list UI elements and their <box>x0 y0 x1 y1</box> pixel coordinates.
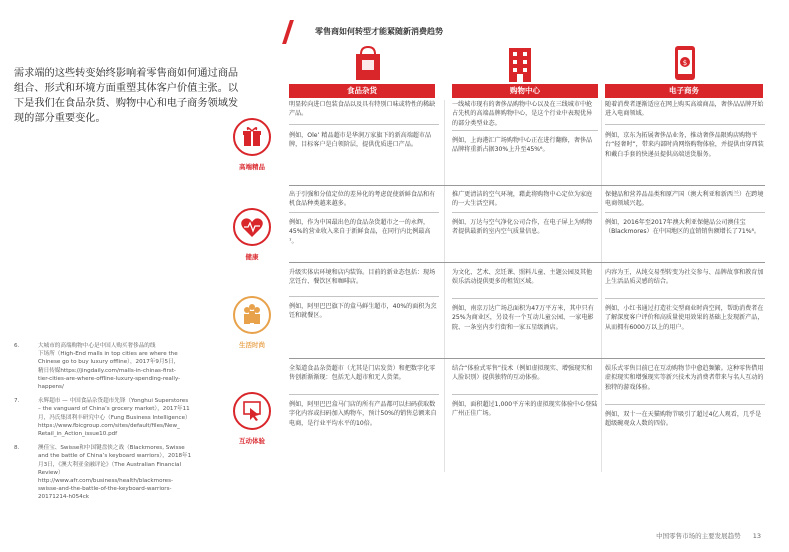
row-divider <box>289 212 439 213</box>
section-divider <box>289 185 765 186</box>
cell-interactive-grocery-example: 例如，阿里巴巴盒马门店的所有产品都可以扫码获取数字化内容或扫码加入购物车，预计50%的销售总额来自电商，是行业平均水平的10倍。 <box>289 401 437 427</box>
column-divider <box>601 100 602 472</box>
cell-interactive-ecommerce-trend: 娱乐式零售目前已在互动购物节中愈趋频繁。这种零售借用虚拟现实和增强现实等新兴技术为消费者带来与名人互动的独特的游戏体验。 <box>605 365 764 391</box>
row-divider <box>605 124 765 125</box>
row-divider <box>289 394 439 395</box>
mobile-payment-icon <box>670 44 700 82</box>
row-divider <box>605 298 765 299</box>
page-number: 13 <box>752 532 761 540</box>
footnote: 6. 大城市的高端购物中心是中国人购买奢侈品的线 下场所（High-End malls in top cities are where the Chinese go to buy luxury offline），2017年9月5日， 精日传媒https://jingdaily.com/malls-in-chinas-first- tier-cities-are-where-offline-luxury-spending-really- happens/ <box>14 343 181 391</box>
column-divider <box>444 100 445 472</box>
cell-health-ecommerce-example: 例如，2016年至2017年澳大利亚保健品公司澳佳宝（Blackmores）在中国地区的直销销售额增长了71%⁸。 <box>605 219 761 236</box>
cell-lifestyle-grocery-example: 例如，阿里巴巴旗下的盒马鲜生超市，40%的面积为烹饪和就餐区。 <box>289 303 437 320</box>
cell-lifestyle-mall-example: 例如，南京万达广场总面积为47万平方米，其中只有25%为商业区，另设有一个互动儿童公园、一家电影院、一条室内步行街和一家五星级酒店。 <box>452 305 594 331</box>
cell-premium-mall-trend: 一线城市现有的奢侈品购物中心以及在三线城市中抢占先机的高端品牌购物中心，是这个行业中表现优异的部分类型业态。 <box>452 101 593 127</box>
footnote: 7. 永辉超市 — 中国食品杂货超市先锋（Yonghui Superstores – the vanguard of China’s grocery market），2017年11 月，冯氏集团利丰研究中心（Fung Business Intelligence） https://www.fbicgroup.com/sites/default/files/New_ Retail_in_Action_issue10.pdf <box>14 398 191 438</box>
premium-gift-icon <box>233 118 271 156</box>
cell-lifestyle-grocery-trend: 升级实体店环境和店内装饰。目前的新业态包括：现场烹饪台、餐饮区和咖啡店。 <box>289 269 436 286</box>
people-icon <box>233 296 271 334</box>
row-label-health: 健康 <box>245 253 259 261</box>
accent-slash <box>282 20 294 44</box>
cell-premium-grocery-trend: 明显转向进口包装食品以及具有特别口味或特性的稀缺产品。 <box>289 101 436 118</box>
row-label-premium: 高端精品 <box>239 163 265 171</box>
shopping-bag-icon <box>353 44 383 82</box>
cell-premium-ecommerce-trend: 随着消费者逐渐适应在网上购买高端商品，奢侈品品牌开始进入电商领域。 <box>605 101 764 118</box>
column-header-grocery: 食品杂货 <box>289 84 435 98</box>
cell-interactive-mall-trend: 结合“体验式零售”技术（例如虚拟现实、增强现实和人脸识别）提供独特的互动体验。 <box>452 365 593 382</box>
cell-lifestyle-ecommerce-trend: 内容为王，从纯交易型转变为社交参与、品牌故事和教育加上生活品质灵感的结合。 <box>605 269 764 286</box>
row-divider <box>452 298 598 299</box>
footnote: 8. 澳佳宝、Swisse和中国键盘侠之战（Blackmores, Swisse and the battle of China’s keyboard warriors），2018年1 月3日，《澳大利亚金融评论》（The Australian Financial Review） http://www.afr.com/business/health/blackmores- swisse-and-the-battle-of-the-keyboard-warriors- 20171214-h054ck <box>14 445 192 501</box>
row-divider <box>605 212 765 213</box>
cell-interactive-grocery-trend: 全渠道食品杂货超市（尤其是门店发货）和把数字化零售创新渐渐现：包括无人超市和无人货架。 <box>289 365 436 382</box>
row-divider <box>605 404 765 405</box>
cell-health-ecommerce-trend: 保健品和营养品品类和原产国（澳大利亚和新西兰）在跨境电商领域兴起。 <box>605 191 764 208</box>
row-label-lifestyle: 生活时尚 <box>239 341 265 349</box>
cell-premium-ecommerce-example: 例如，京东为拓展奢侈品业务，推动奢侈品限购店购物平台“轻奢时”，带来内部时尚网络购物体验，并提供由穿西装和戴白手套的快递员提供高端送货服务。 <box>605 132 764 158</box>
cell-health-mall-example: 例如，万达与空气净化公司合作，在电子屏上为购物者提供最新的室内空气质量信息。 <box>452 219 593 236</box>
cell-lifestyle-ecommerce-example: 例如，小红书通过打造社交型商业时尚空间，帮助消费者在了解深度客户评价和高质量使用效果的基础上发现新产品，从而拥有6000万以上的用户。 <box>605 305 764 331</box>
touch-screen-icon <box>233 392 271 430</box>
svg-text:$: $ <box>682 59 688 67</box>
section-heading: 零售商如何转型才能紧随新消费趋势 <box>315 27 443 36</box>
building-icon <box>505 44 535 82</box>
cell-interactive-mall-example: 例如，面积超过1,000平方米的虚拟现实体验中心登陆广州正佳广场。 <box>452 401 598 418</box>
row-divider <box>452 212 598 213</box>
footer-title: 中国零售市场的主要发展趋势 <box>656 532 741 540</box>
cell-interactive-ecommerce-example: 例如，双十一在天猫购物节吸引了超过4亿人观看，几乎是超级碗观众人数的四倍。 <box>605 411 762 428</box>
row-label-interactive: 互动体验 <box>239 437 265 445</box>
column-header-ecommerce: 电子商务 <box>605 84 763 98</box>
footnotes <box>14 342 254 508</box>
row-divider <box>289 124 439 125</box>
section-divider <box>289 262 765 263</box>
cell-health-grocery-trend: 出于引强和分值定位的差异化的考虑促使新鲜食品和有机食品种类越来越多。 <box>289 191 436 208</box>
section-divider <box>289 358 765 359</box>
row-divider <box>452 130 598 131</box>
cell-premium-grocery-example: 例如，Ole’ 精品超市是华润万家旗下的新高端超市品牌，目标客户是白领阶层，提供优质进口产品。 <box>289 132 432 149</box>
column-header-mall: 购物中心 <box>452 84 598 98</box>
cell-health-grocery-example: 例如，作为中国最出色的食品杂货超市之一的永辉，45%的营业收入来自于新鲜食品，在同行内比例最高⁷。 <box>289 219 431 245</box>
row-divider <box>452 394 598 395</box>
row-divider <box>289 296 439 297</box>
page-footer <box>646 531 761 540</box>
cell-lifestyle-mall-trend: 为文化、艺术、烹饪课、照料儿童、主题公园及其他娱乐活动提供更多的租赁区域。 <box>452 269 593 286</box>
intro-paragraph: 需求端的这些转变始终影响着零售商如何通过商品组合、形式和环境方面重塑其体客户价值主张。以下是我们在食品杂货、购物中心和电子商务领域发现的部分重要变化。 <box>14 68 239 124</box>
heart-pulse-icon <box>233 208 271 246</box>
cell-health-mall-trend: 推广更清洁的空气环境，藉此将购物中心定位为家庭的一大生活空间。 <box>452 191 593 208</box>
cell-premium-mall-example: 例如，上海港汇广场购物中心正在进行翻修，奢侈品品牌将重新占据30%上升至45%⁶。 <box>452 137 593 154</box>
